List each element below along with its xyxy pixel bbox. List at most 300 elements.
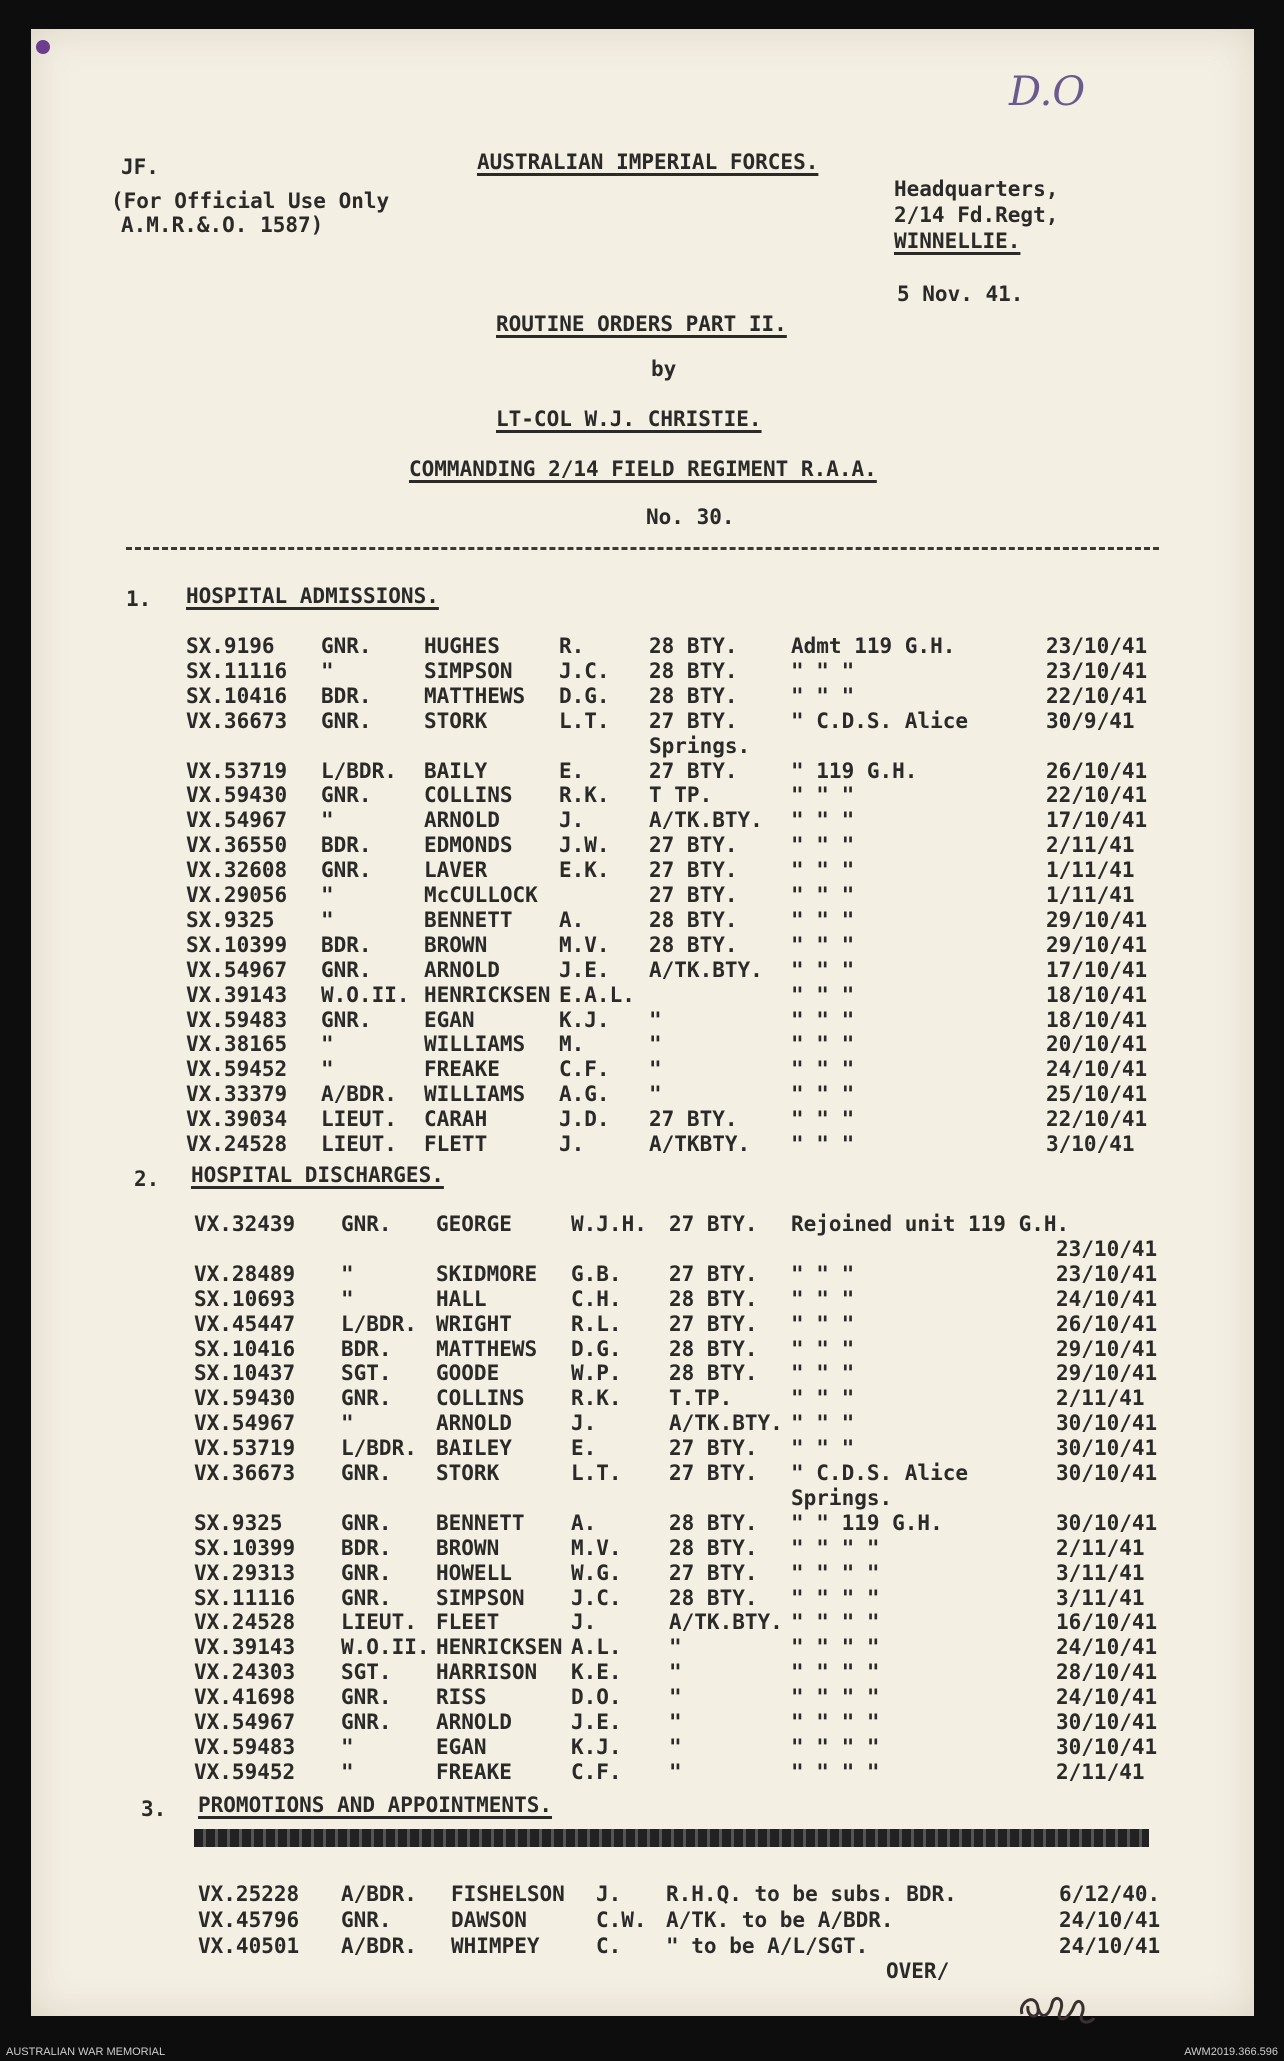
rank-cell: BDR. bbox=[321, 683, 372, 708]
date-cell: 22/10/41 bbox=[1046, 683, 1148, 708]
rank-cell: SGT. bbox=[341, 1361, 392, 1386]
initials-cell: J.C. bbox=[559, 658, 610, 683]
unit-cell: 28 BTY. bbox=[669, 1336, 758, 1361]
surname-cell: WILLIAMS bbox=[424, 1032, 526, 1057]
unit-cell: A/TK.BTY. bbox=[669, 1411, 783, 1436]
rank-cell: " bbox=[341, 1411, 354, 1436]
commander-name: LT-COL W.J. CHRISTIE. bbox=[496, 407, 762, 431]
initials-cell: J.E. bbox=[559, 957, 610, 982]
date-cell: 2/11/41 bbox=[1046, 833, 1135, 858]
service-number-cell: VX.54967 bbox=[194, 1411, 296, 1436]
date-cell: 2/11/41 bbox=[1056, 1759, 1145, 1784]
service-number-cell: SX.9325 bbox=[186, 907, 275, 932]
remark-cell: Springs. bbox=[791, 1485, 893, 1510]
initials-cell: A. bbox=[571, 1510, 597, 1535]
initials-cell: E. bbox=[571, 1436, 597, 1461]
date-cell: 29/10/41 bbox=[1056, 1336, 1158, 1361]
unit-cell: 28 BTY. bbox=[669, 1585, 758, 1610]
surname-cell: BAILEY bbox=[436, 1436, 512, 1461]
rank-cell: " bbox=[341, 1261, 354, 1286]
date-cell: 22/10/41 bbox=[1046, 783, 1148, 808]
initials-cell: L.T. bbox=[559, 708, 610, 733]
date-cell: 1/11/41 bbox=[1046, 858, 1135, 883]
surname-cell: COLLINS bbox=[436, 1386, 525, 1411]
service-number-cell: VX.53719 bbox=[194, 1436, 296, 1461]
surname-cell: FREAKE bbox=[424, 1057, 500, 1082]
date-cell: 16/10/41 bbox=[1056, 1610, 1158, 1635]
surname-cell: HENRICKSEN bbox=[436, 1635, 563, 1660]
date-cell: 28/10/41 bbox=[1056, 1660, 1158, 1685]
remark-cell: " " " " bbox=[791, 1610, 880, 1635]
unit-cell: " bbox=[669, 1759, 682, 1784]
initials-cell: J. bbox=[571, 1411, 597, 1436]
rank-cell: LIEUT. bbox=[321, 1107, 397, 1132]
surname-cell: COLLINS bbox=[424, 783, 513, 808]
surname-cell: STORK bbox=[436, 1461, 500, 1485]
remark-cell: " " " bbox=[791, 957, 855, 982]
service-number-cell: SX.10416 bbox=[194, 1336, 296, 1361]
rank-cell: BDR. bbox=[341, 1336, 392, 1361]
rank-cell: " bbox=[321, 658, 334, 683]
initials-cell: R.K. bbox=[559, 783, 610, 808]
date-cell: 30/10/41 bbox=[1056, 1436, 1158, 1461]
initials-cell: W.J.H. bbox=[571, 1212, 647, 1236]
service-number-cell: VX.29313 bbox=[194, 1560, 296, 1585]
unit-cell: 27 BTY. bbox=[669, 1436, 758, 1461]
surname-cell: EGAN bbox=[436, 1734, 487, 1759]
service-number-cell: SX.10693 bbox=[194, 1286, 296, 1311]
unit-cell: Springs. bbox=[649, 733, 751, 758]
date-cell: 23/10/41 bbox=[1046, 634, 1148, 658]
rank-cell: " bbox=[321, 883, 334, 907]
date-cell: 30/10/41 bbox=[1056, 1461, 1158, 1485]
service-number-cell: VX.38165 bbox=[186, 1032, 288, 1057]
remark-cell: Rejoined unit 119 G.H. bbox=[791, 1212, 1070, 1236]
rank-cell: BDR. bbox=[321, 932, 372, 957]
initials-cell: J.C. bbox=[571, 1585, 622, 1610]
initials-cell: A.L. bbox=[571, 1635, 622, 1660]
remark-cell: " " " bbox=[791, 982, 855, 1007]
surname-cell: SKIDMORE bbox=[436, 1261, 538, 1286]
service-number-cell: VX.45447 bbox=[194, 1311, 296, 1336]
service-number-cell: SX.10416 bbox=[186, 683, 288, 708]
rank-cell: " bbox=[321, 808, 334, 833]
unit-cell: 28 BTY. bbox=[649, 907, 738, 932]
date-cell: 30/10/41 bbox=[1056, 1510, 1158, 1535]
surname-cell: WRIGHT bbox=[436, 1311, 512, 1336]
service-number-cell: VX.54967 bbox=[186, 808, 288, 833]
initials-cell: C.W. bbox=[596, 1908, 647, 1932]
surname-cell: BENNETT bbox=[436, 1510, 525, 1535]
surname-cell: HENRICKSEN bbox=[424, 982, 551, 1007]
service-number-cell: VX.59483 bbox=[186, 1007, 288, 1032]
surname-cell: BAILY bbox=[424, 758, 488, 783]
unit-cell: " bbox=[649, 1007, 662, 1032]
by-line: by bbox=[651, 357, 677, 381]
initials-cell: D.G. bbox=[571, 1336, 622, 1361]
unit-cell: 28 BTY. bbox=[669, 1361, 758, 1386]
date-cell: 1/11/41 bbox=[1046, 883, 1135, 907]
service-number-cell: SX.10399 bbox=[186, 932, 288, 957]
unit-cell: 28 BTY. bbox=[649, 932, 738, 957]
surname-cell: HALL bbox=[436, 1286, 487, 1311]
footer-left: AUSTRALIAN WAR MEMORIAL bbox=[6, 2046, 166, 2058]
unit-cell: " bbox=[669, 1710, 682, 1734]
initials-cell: M.V. bbox=[559, 932, 610, 957]
initials-cell: A.G. bbox=[559, 1082, 610, 1107]
service-number-cell: VX.29056 bbox=[186, 883, 288, 907]
remark-cell: " " " bbox=[791, 932, 855, 957]
remark-cell: " " " bbox=[791, 1311, 855, 1336]
surname-cell: BENNETT bbox=[424, 907, 513, 932]
rank-cell: GNR. bbox=[341, 1585, 392, 1610]
rank-cell: A/BDR. bbox=[341, 1934, 417, 1958]
date-cell: 23/10/41 bbox=[1056, 1261, 1158, 1286]
surname-cell: ARNOLD bbox=[436, 1710, 512, 1734]
surname-cell: ARNOLD bbox=[424, 808, 500, 833]
initials-cell: R.K. bbox=[571, 1386, 622, 1411]
initials-cell: C.H. bbox=[571, 1286, 622, 1311]
surname-cell: EDMONDS bbox=[424, 833, 513, 858]
unit-cell: 28 BTY. bbox=[669, 1510, 758, 1535]
service-number-cell: SX.10437 bbox=[194, 1361, 296, 1386]
service-number-cell: VX.59430 bbox=[194, 1386, 296, 1411]
rank-cell: " bbox=[321, 1057, 334, 1082]
header-left-line-3: A.M.R.&.O. 1587) bbox=[121, 213, 324, 237]
date-cell: 17/10/41 bbox=[1046, 957, 1148, 982]
remark-cell: " " " bbox=[791, 1361, 855, 1386]
remark-cell: " 119 G.H. bbox=[791, 758, 918, 783]
date-cell: 22/10/41 bbox=[1046, 1107, 1148, 1132]
surname-cell: GOODE bbox=[436, 1361, 500, 1386]
date-cell: 18/10/41 bbox=[1046, 982, 1148, 1007]
surname-cell: ARNOLD bbox=[424, 957, 500, 982]
date-cell: 3/11/41 bbox=[1056, 1585, 1145, 1610]
date-cell: 24/10/41 bbox=[1059, 1934, 1161, 1958]
header-left-line-2: (For Official Use Only bbox=[111, 189, 390, 213]
remark-cell: " " " bbox=[791, 783, 855, 808]
unit-cell: 27 BTY. bbox=[649, 708, 738, 733]
service-number-cell: VX.25228 bbox=[198, 1882, 300, 1906]
header-right-line-1: Headquarters, bbox=[894, 177, 1059, 201]
surname-cell: FLEET bbox=[436, 1610, 500, 1635]
service-number-cell: VX.39143 bbox=[186, 982, 288, 1007]
date-cell: 20/10/41 bbox=[1046, 1032, 1148, 1057]
surname-cell: FREAKE bbox=[436, 1759, 512, 1784]
unit-cell: 27 BTY. bbox=[649, 858, 738, 883]
surname-cell: EGAN bbox=[424, 1007, 475, 1032]
unit-cell: 27 BTY. bbox=[649, 833, 738, 858]
initials-cell: J. bbox=[571, 1610, 597, 1635]
handwritten-initials bbox=[1016, 1984, 1096, 2029]
initials-cell: J.E. bbox=[571, 1710, 622, 1734]
initials-cell: M. bbox=[559, 1032, 585, 1057]
service-number-cell: VX.24528 bbox=[186, 1132, 288, 1156]
order-number: No. 30. bbox=[646, 505, 735, 529]
initials-cell: K.J. bbox=[571, 1734, 622, 1759]
remark-cell: " " " bbox=[791, 1261, 855, 1286]
rank-cell: " bbox=[341, 1759, 354, 1784]
service-number-cell: VX.39143 bbox=[194, 1635, 296, 1660]
remark-cell: " " " " bbox=[791, 1535, 880, 1560]
surname-cell: McCULLOCK bbox=[424, 883, 538, 907]
date-cell: 24/10/41 bbox=[1056, 1685, 1158, 1710]
date-cell: 25/10/41 bbox=[1046, 1082, 1148, 1107]
unit-cell: " bbox=[649, 1082, 662, 1107]
rank-cell: W.O.II. bbox=[321, 982, 410, 1007]
section1-number: 1. bbox=[126, 587, 152, 611]
date-cell: 3/10/41 bbox=[1046, 1132, 1135, 1156]
remark-cell: " " " bbox=[791, 1007, 855, 1032]
service-number-cell: VX.59452 bbox=[186, 1057, 288, 1082]
remark-cell: " " " bbox=[791, 883, 855, 907]
initials-cell: E.K. bbox=[559, 858, 610, 883]
initials-cell: C.F. bbox=[559, 1057, 610, 1082]
date-cell: 17/10/41 bbox=[1046, 808, 1148, 833]
section2-number: 2. bbox=[134, 1167, 160, 1191]
unit-cell: " bbox=[669, 1635, 682, 1660]
remark-cell: " " " bbox=[791, 1286, 855, 1311]
service-number-cell: SX.9325 bbox=[194, 1510, 283, 1535]
remark-cell: " " " " bbox=[791, 1635, 880, 1660]
surname-cell: LAVER bbox=[424, 858, 488, 883]
rank-cell: GNR. bbox=[341, 1212, 392, 1236]
service-number-cell: VX.41698 bbox=[194, 1685, 296, 1710]
surname-cell: DAWSON bbox=[451, 1908, 527, 1932]
rank-cell: A/BDR. bbox=[321, 1082, 397, 1107]
rank-cell: L/BDR. bbox=[321, 758, 397, 783]
service-number-cell: VX.39034 bbox=[186, 1107, 288, 1132]
service-number-cell: VX.59430 bbox=[186, 783, 288, 808]
remark-cell: " C.D.S. Alice bbox=[791, 708, 969, 733]
remark-cell: " " " bbox=[791, 1082, 855, 1107]
service-number-cell: VX.32439 bbox=[194, 1212, 296, 1236]
initials-cell: C. bbox=[596, 1934, 622, 1958]
document-page bbox=[31, 29, 1254, 2016]
header-right-line-3: WINNELLIE. bbox=[894, 229, 1021, 253]
unit-cell: 28 BTY. bbox=[669, 1286, 758, 1311]
surname-cell: STORK bbox=[424, 708, 488, 733]
rank-cell: BDR. bbox=[341, 1535, 392, 1560]
unit-cell: T TP. bbox=[649, 783, 713, 808]
remark-cell: " C.D.S. Alice bbox=[791, 1461, 969, 1485]
date-cell: 24/10/41 bbox=[1056, 1286, 1158, 1311]
initials-cell: G.B. bbox=[571, 1261, 622, 1286]
unit-cell: A/TK.BTY. bbox=[649, 957, 763, 982]
service-number-cell: VX.54967 bbox=[194, 1710, 296, 1734]
rank-cell: GNR. bbox=[321, 634, 372, 658]
surname-cell: WHIMPEY bbox=[451, 1934, 540, 1958]
remark-cell: " " " bbox=[791, 1336, 855, 1361]
header-right-line-2: 2/14 Fd.Regt, bbox=[894, 203, 1059, 227]
over-note: OVER/ bbox=[886, 1959, 950, 1983]
remark-cell: " " " bbox=[791, 683, 855, 708]
remark-cell: " " " " bbox=[791, 1585, 880, 1610]
remark-cell: " " " bbox=[791, 1032, 855, 1057]
redaction-strike bbox=[194, 1829, 1149, 1847]
document-title: AUSTRALIAN IMPERIAL FORCES. bbox=[477, 150, 819, 174]
initials-cell: D.G. bbox=[559, 683, 610, 708]
initials-cell: W.P. bbox=[571, 1361, 622, 1386]
section3-heading: PROMOTIONS AND APPOINTMENTS. bbox=[198, 1793, 553, 1817]
footer-right: AWM2019.366.596 bbox=[1184, 2046, 1278, 2058]
initials-cell: M.V. bbox=[571, 1535, 622, 1560]
initials-cell: R.L. bbox=[571, 1311, 622, 1336]
service-number-cell: VX.36550 bbox=[186, 833, 288, 858]
service-number-cell: VX.24528 bbox=[194, 1610, 296, 1635]
initials-cell: J. bbox=[559, 808, 585, 833]
remark-cell: R.H.Q. to be subs. BDR. bbox=[666, 1882, 957, 1906]
service-number-cell: SX.9196 bbox=[186, 634, 275, 658]
initials-cell: E. bbox=[559, 758, 585, 783]
date-cell: 24/10/41 bbox=[1046, 1057, 1148, 1082]
rank-cell: " bbox=[321, 1032, 334, 1057]
initials-cell: L.T. bbox=[571, 1461, 622, 1485]
unit-cell: 28 BTY. bbox=[649, 634, 738, 658]
rank-cell: GNR. bbox=[341, 1908, 392, 1932]
remark-cell: " " " bbox=[791, 1436, 855, 1461]
service-number-cell: VX.33379 bbox=[186, 1082, 288, 1107]
date-cell: 18/10/41 bbox=[1046, 1007, 1148, 1032]
service-number-cell: VX.36673 bbox=[194, 1461, 296, 1485]
date-cell: 2/11/41 bbox=[1056, 1535, 1145, 1560]
surname-cell: FISHELSON bbox=[451, 1882, 565, 1906]
unit-cell: 28 BTY. bbox=[649, 658, 738, 683]
date-cell: 26/10/41 bbox=[1056, 1311, 1158, 1336]
rank-cell: LIEUT. bbox=[341, 1610, 417, 1635]
date-cell: 3/11/41 bbox=[1056, 1560, 1145, 1585]
surname-cell: BROWN bbox=[424, 932, 488, 957]
unit-cell: A/TK.BTY. bbox=[649, 808, 763, 833]
service-number-cell: SX.11116 bbox=[194, 1585, 296, 1610]
date-cell: 30/9/41 bbox=[1046, 708, 1135, 733]
rank-cell: A/BDR. bbox=[341, 1882, 417, 1906]
rank-cell: GNR. bbox=[321, 1007, 372, 1032]
rank-cell: L/BDR. bbox=[341, 1311, 417, 1336]
rank-cell: GNR. bbox=[341, 1710, 392, 1734]
remark-cell: " " " bbox=[791, 1411, 855, 1436]
rank-cell: GNR. bbox=[341, 1386, 392, 1411]
remark-cell: " " " bbox=[791, 833, 855, 858]
initials-cell: E.A.L. bbox=[559, 982, 635, 1007]
unit-cell: A/TKBTY. bbox=[649, 1132, 751, 1156]
date-cell: 29/10/41 bbox=[1046, 907, 1148, 932]
remark-cell: " " " bbox=[791, 1057, 855, 1082]
initials-cell: J.W. bbox=[559, 833, 610, 858]
surname-cell: CARAH bbox=[424, 1107, 488, 1132]
service-number-cell: SX.11116 bbox=[186, 658, 288, 683]
unit-cell: " bbox=[669, 1734, 682, 1759]
date-cell: 30/10/41 bbox=[1056, 1710, 1158, 1734]
rank-cell: GNR. bbox=[321, 858, 372, 883]
rank-cell: LIEUT. bbox=[321, 1132, 397, 1156]
commanding-line: COMMANDING 2/14 FIELD REGIMENT R.A.A. bbox=[409, 457, 877, 481]
remark-cell: " " " bbox=[791, 1132, 855, 1156]
remark-cell: " " " bbox=[791, 658, 855, 683]
rank-cell: L/BDR. bbox=[341, 1436, 417, 1461]
service-number-cell: SX.10399 bbox=[194, 1535, 296, 1560]
initials-cell: C.F. bbox=[571, 1759, 622, 1784]
surname-cell: WILLIAMS bbox=[424, 1082, 526, 1107]
surname-cell: BROWN bbox=[436, 1535, 500, 1560]
surname-cell: HARRISON bbox=[436, 1660, 538, 1685]
unit-cell: 27 BTY. bbox=[669, 1560, 758, 1585]
date-cell: 23/10/41 bbox=[1056, 1236, 1158, 1261]
date-cell: 23/10/41 bbox=[1046, 658, 1148, 683]
section2-heading: HOSPITAL DISCHARGES. bbox=[191, 1163, 444, 1187]
remark-cell: " " " " bbox=[791, 1734, 880, 1759]
date-cell: 2/11/41 bbox=[1056, 1386, 1145, 1411]
remark-cell: " " " bbox=[791, 1107, 855, 1132]
routine-orders-title: ROUTINE ORDERS PART II. bbox=[496, 312, 787, 336]
rank-cell: GNR. bbox=[321, 957, 372, 982]
rank-cell: SGT. bbox=[341, 1660, 392, 1685]
unit-cell: 27 BTY. bbox=[669, 1261, 758, 1286]
initials-cell: W.G. bbox=[571, 1560, 622, 1585]
service-number-cell: VX.24303 bbox=[194, 1660, 296, 1685]
remark-cell: " " " " bbox=[791, 1685, 880, 1710]
rank-cell: GNR. bbox=[341, 1685, 392, 1710]
remark-cell: " " " " bbox=[791, 1560, 880, 1585]
initials-cell: K.E. bbox=[571, 1660, 622, 1685]
rank-cell: " bbox=[341, 1734, 354, 1759]
surname-cell: SIMPSON bbox=[436, 1585, 525, 1610]
header-left-line-1: JF. bbox=[121, 155, 159, 179]
surname-cell: HOWELL bbox=[436, 1560, 512, 1585]
date-cell: 6/12/40. bbox=[1059, 1882, 1161, 1906]
initials-cell: D.O. bbox=[571, 1685, 622, 1710]
unit-cell: 27 BTY. bbox=[669, 1212, 758, 1236]
service-number-cell: VX.59452 bbox=[194, 1759, 296, 1784]
rank-cell: BDR. bbox=[321, 833, 372, 858]
surname-cell: MATTHEWS bbox=[424, 683, 526, 708]
surname-cell: GEORGE bbox=[436, 1212, 512, 1236]
surname-cell: MATTHEWS bbox=[436, 1336, 538, 1361]
remark-cell: " " " bbox=[791, 808, 855, 833]
section3-number: 3. bbox=[141, 1797, 167, 1821]
surname-cell: ARNOLD bbox=[436, 1411, 512, 1436]
rank-cell: " bbox=[321, 907, 334, 932]
unit-cell: " bbox=[649, 1057, 662, 1082]
rank-cell: " bbox=[341, 1286, 354, 1311]
service-number-cell: VX.32608 bbox=[186, 858, 288, 883]
service-number-cell: VX.59483 bbox=[194, 1734, 296, 1759]
surname-cell: SIMPSON bbox=[424, 658, 513, 683]
remark-cell: " " " bbox=[791, 858, 855, 883]
rank-cell: GNR. bbox=[341, 1510, 392, 1535]
initials-cell: J. bbox=[559, 1132, 585, 1156]
initials-cell: K.J. bbox=[559, 1007, 610, 1032]
initials-cell: J.D. bbox=[559, 1107, 610, 1132]
unit-cell: 27 BTY. bbox=[669, 1461, 758, 1485]
rank-cell: W.O.II. bbox=[341, 1635, 430, 1660]
rank-cell: GNR. bbox=[341, 1461, 392, 1485]
section1-heading: HOSPITAL ADMISSIONS. bbox=[186, 584, 439, 608]
remark-cell: " " 119 G.H. bbox=[791, 1510, 943, 1535]
dotted-divider bbox=[126, 547, 1159, 550]
remark-cell: " " " " bbox=[791, 1660, 880, 1685]
punch-hole-mark bbox=[36, 40, 50, 54]
remark-cell: Admt 119 G.H. bbox=[791, 634, 956, 658]
date-cell: 29/10/41 bbox=[1046, 932, 1148, 957]
service-number-cell: VX.45796 bbox=[198, 1908, 300, 1932]
unit-cell: 27 BTY. bbox=[649, 758, 738, 783]
unit-cell: " bbox=[669, 1660, 682, 1685]
remark-cell: " " " " bbox=[791, 1759, 880, 1784]
unit-cell: T.TP. bbox=[669, 1386, 733, 1411]
remark-cell: A/TK. to be A/BDR. bbox=[666, 1908, 894, 1932]
service-number-cell: VX.53719 bbox=[186, 758, 288, 783]
